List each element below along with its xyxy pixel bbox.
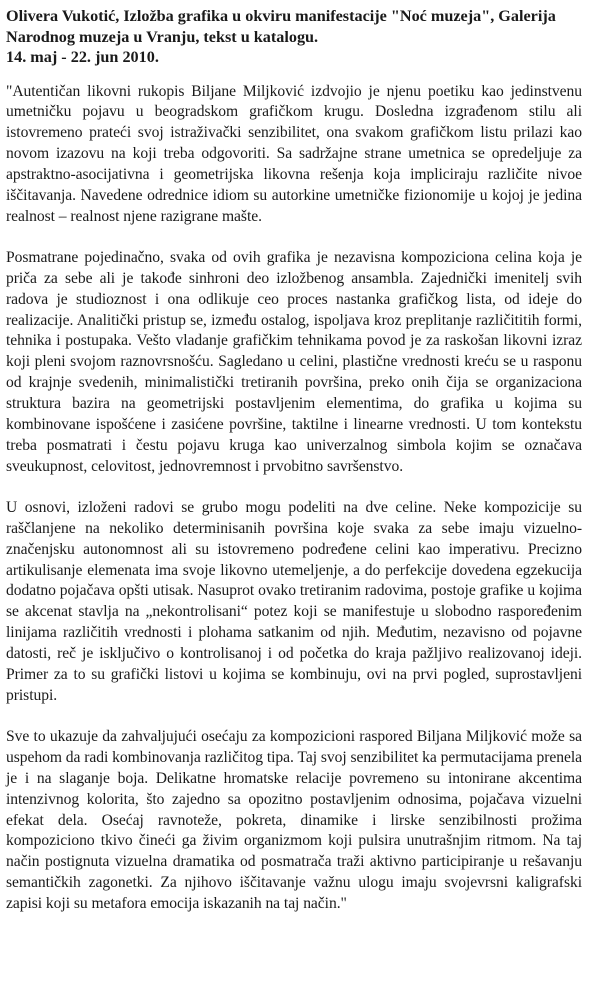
document-body: [6, 82, 582, 916]
paragraph-4: Sve to ukazuje da zahvaljujući osećaju za kompozicioni raspored Biljana Miljković može sa uspehom da radi kombinovanja različitog tipa. Taj svoj senzibilitet ka permutacijama prenela je i na slaganje boja. Delikatne hromatske relacije povremeno su intonirane akcentima intenzivnog kolorita, što zajedno sa opozitno postavljenim odnosima, pojačava vizuelni efekat dela. Osećaj ravnoteže, pokreta, dinamike i lirske senzibilnosti prožima kompoziciono tkivo čineći ga živim organizmom koji pulsira unutrašnjim ritmom. Na taj način postignuta vizuelna dramatika od posmatrača traži aktivno participiranje u rešavanju semantičkih zagonetki. Za njihovo iščitavanje važnu ulogu imaju svojevrsni kaligrafski zapisi koji su metafora emocija iskazanih na taj način.": [6, 727, 583, 913]
header-line-venue: Narodnog muzeja u Vranju, tekst u katalogu.: [6, 27, 319, 46]
header-line-dates: 14. maj - 22. jun 2010.: [6, 48, 159, 66]
header-line-author-exhibition: Olivera Vukotić, Izložba grafika u okviru manifestacije "Noć muzeja", Galerija: [6, 7, 556, 25]
document-header: [6, 6, 582, 68]
paragraph-3: U osnovi, izloženi radovi se grubo mogu podeliti na dve celine. Neke kompozicije su raščlanjene na nekoliko determinisanih površina koje svaka za sebe imaju vizuelno-značenjsku autonomnost ali su istovremeno podređene celini kao imperativu. Precizno artikulisanje elemenata ima svoje likovno utemeljenje, a do perfekcije dovedena egzekucija dodatno pojačava opšti utisak. Nasuprot ovako tretiranim radovima, postoje grafike u kojima se akcenat stavlja na „nekontrolisani“ potez koji se manifestuje u slobodno raspoređenim linijama različitih vrednosti i plohama satkanim od njih. Međutim, nezavisno od pojavne datosti, reč je isključivo o kontrolisanoj i od početka do kraja pažljivo realizovanoj ideji. Primer za to su grafički listovi u kojima se kombinuju, ovi na prvi pogled, suprostavljeni pristupi.: [6, 498, 582, 704]
paragraph-1: "Autentičan likovni rukopis Biljane Miljković izdvojio je njenu poetiku kao jedinstvenu umetničku pojavu u beogradskom grafičkom krugu. Dosledna izgrađenom stilu ali istovremeno prateći svoj istraživački senzibilitet, ona svakom grafičkom listu prilazi kao novom izazovu na koji treba odgovoriti. Sa sadržajne strane umetnica se opredeljuje za apstraktno-asocijativna i geometrijska likovna rešenja koja impliciraju različite nivoe iščitavanja. Navedene odrednice idiom su autorkine umetničke fizionomije u kojoj je jedina realnost – realnost njene razigrane mašte.: [6, 82, 582, 225]
paragraph-2: Posmatrane pojedinačno, svaka od ovih grafika je nezavisna kompoziciona celina koja je priča za sebe ali je takođe sinhroni deo izložbenog ansambla. Zajednički imenitelj svih radova je studioznost i ona odlikuje ceo proces nastanka grafičkog lista, od ideje do realizacije. Analitički pristup se, između ostalog, ispoljava kroz preplitanje različititih formi, tehnika i postupaka. Vešto vladanje grafičkim tehnikama povod je za raskošan likovni izraz koji pleni svojom raznovrsnošću. Sagledano u celini, plastične vrednosti kreću se u rasponu od krajnje svedenih, minimalistički tretiranih površina, preko onih čija se organizaciona struktura bazira na geometrijski postavljenim elementima, do grafika u kojima su kombinovane ispošćene i zasićene površine, taktilne i linearne vrednosti. U tom kontekstu treba posmatrati i čestu pojavu kruga kao univerzalnog simbola kojim se označava sveukupnost, celovitost, jednovremnost i prvobitno savršenstvo.: [6, 248, 582, 475]
